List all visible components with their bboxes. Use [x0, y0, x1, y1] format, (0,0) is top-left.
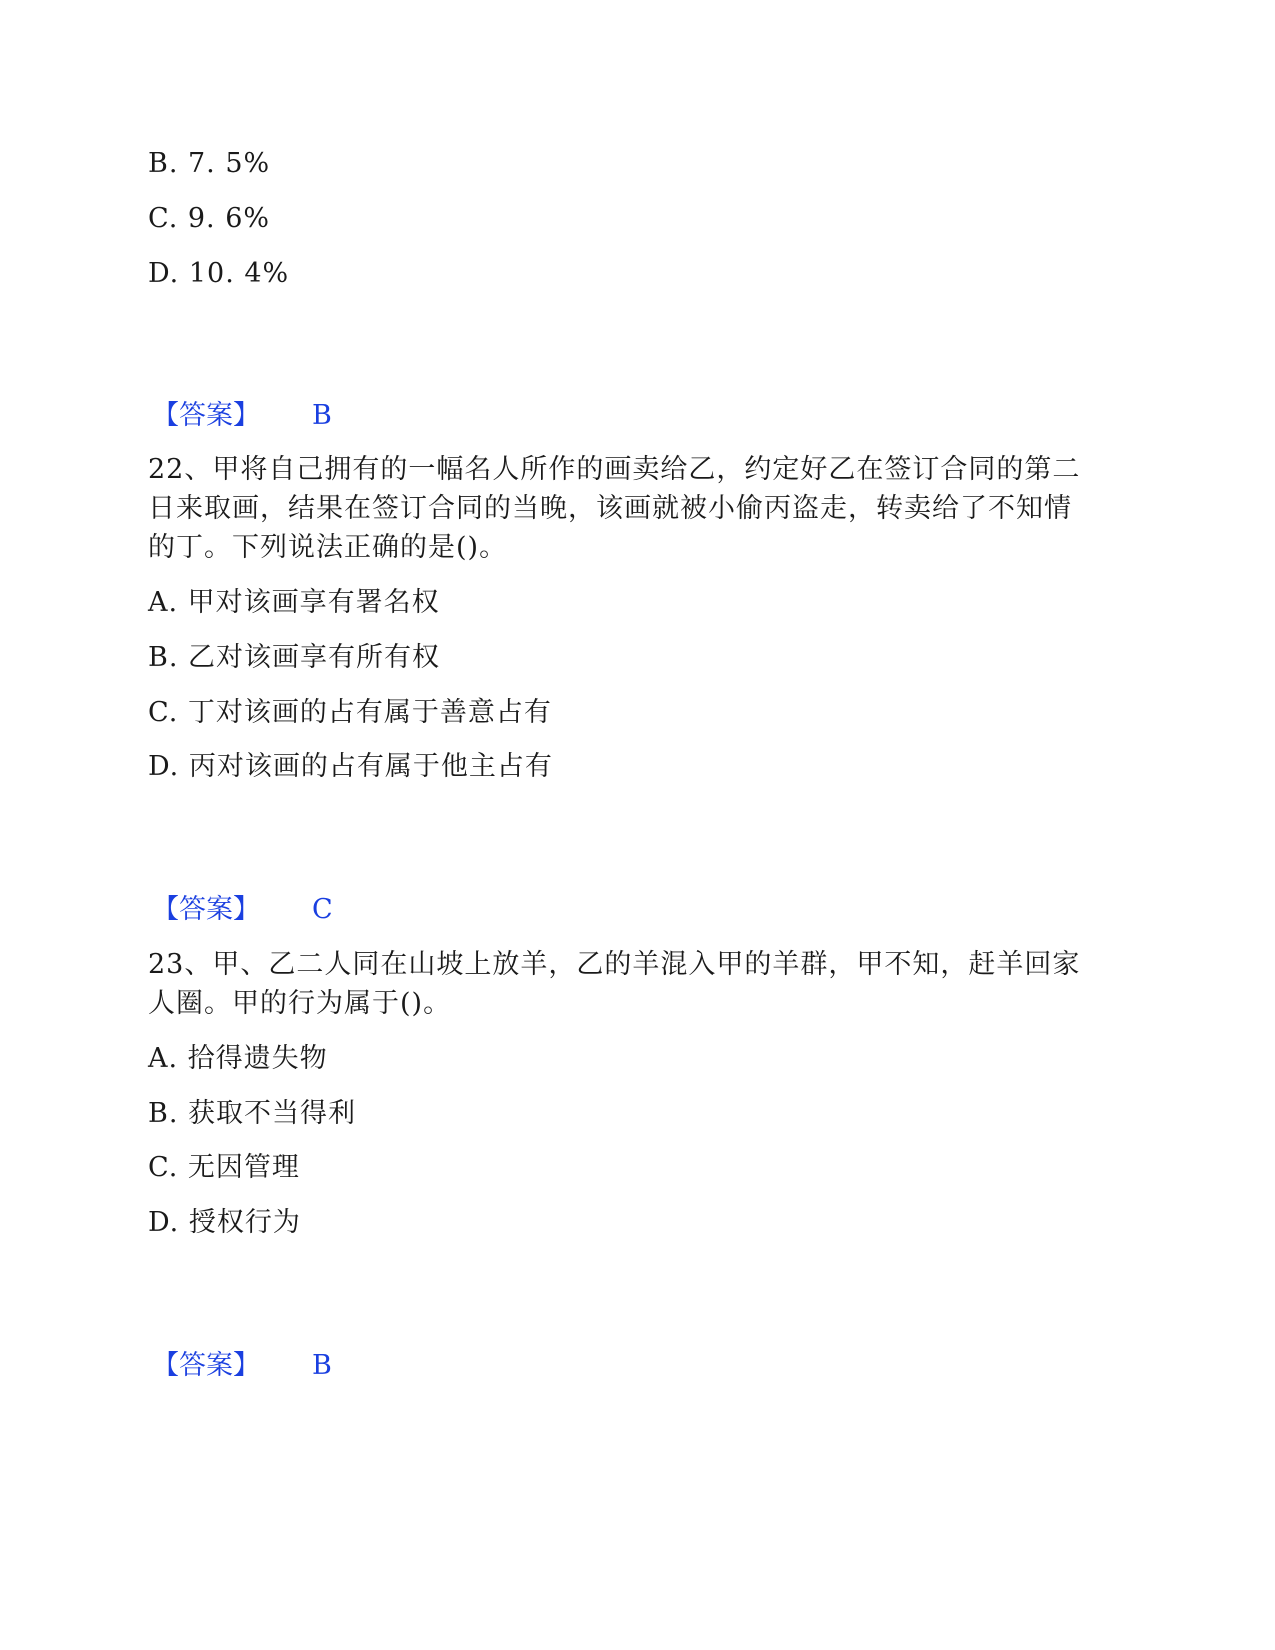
- answer-value: B: [312, 400, 332, 431]
- q22-stem-line-3: 的丁。下列说法正确的是()。: [148, 532, 508, 563]
- answer-value: B: [312, 1350, 332, 1381]
- q21-option-d: D. 10. 4%: [148, 258, 290, 289]
- q22-option-c: C. 丁对该画的占有属于善意占有: [148, 697, 552, 728]
- answer-label: 【答案】: [152, 894, 260, 925]
- q23-option-b: B. 获取不当得利: [148, 1098, 357, 1129]
- q23-option-c: C. 无因管理: [148, 1152, 300, 1183]
- q22-option-a: A. 甲对该画享有署名权: [148, 587, 440, 618]
- q23-stem-line-1: 23、甲、乙二人同在山坡上放羊，乙的羊混入甲的羊群，甲不知，赶羊回家: [148, 949, 1081, 980]
- answer-label: 【答案】: [152, 1350, 260, 1381]
- q23-answer: [152, 1347, 332, 1385]
- q21-option-c: C. 9. 6%: [148, 203, 271, 234]
- q23-option-d: D. 授权行为: [148, 1207, 301, 1238]
- q23-stem-line-2: 人圈。甲的行为属于()。: [148, 988, 452, 1019]
- answer-label: 【答案】: [152, 400, 260, 431]
- answer-value: C: [312, 894, 333, 925]
- q22-option-b: B. 乙对该画享有所有权: [148, 642, 441, 673]
- q21-option-b: B. 7. 5%: [148, 148, 271, 179]
- q23-option-a: A. 拾得遗失物: [148, 1043, 328, 1074]
- q21-answer: [152, 397, 332, 435]
- q22-stem-line-1: 22、甲将自己拥有的一幅名人所作的画卖给乙，约定好乙在签订合同的第二: [148, 454, 1081, 485]
- q22-option-d: D. 丙对该画的占有属于他主占有: [148, 751, 553, 782]
- q22-stem-line-2: 日来取画，结果在签订合同的当晚，该画就被小偷丙盗走，转卖给了不知情: [148, 493, 1072, 524]
- q22-answer: [152, 891, 333, 929]
